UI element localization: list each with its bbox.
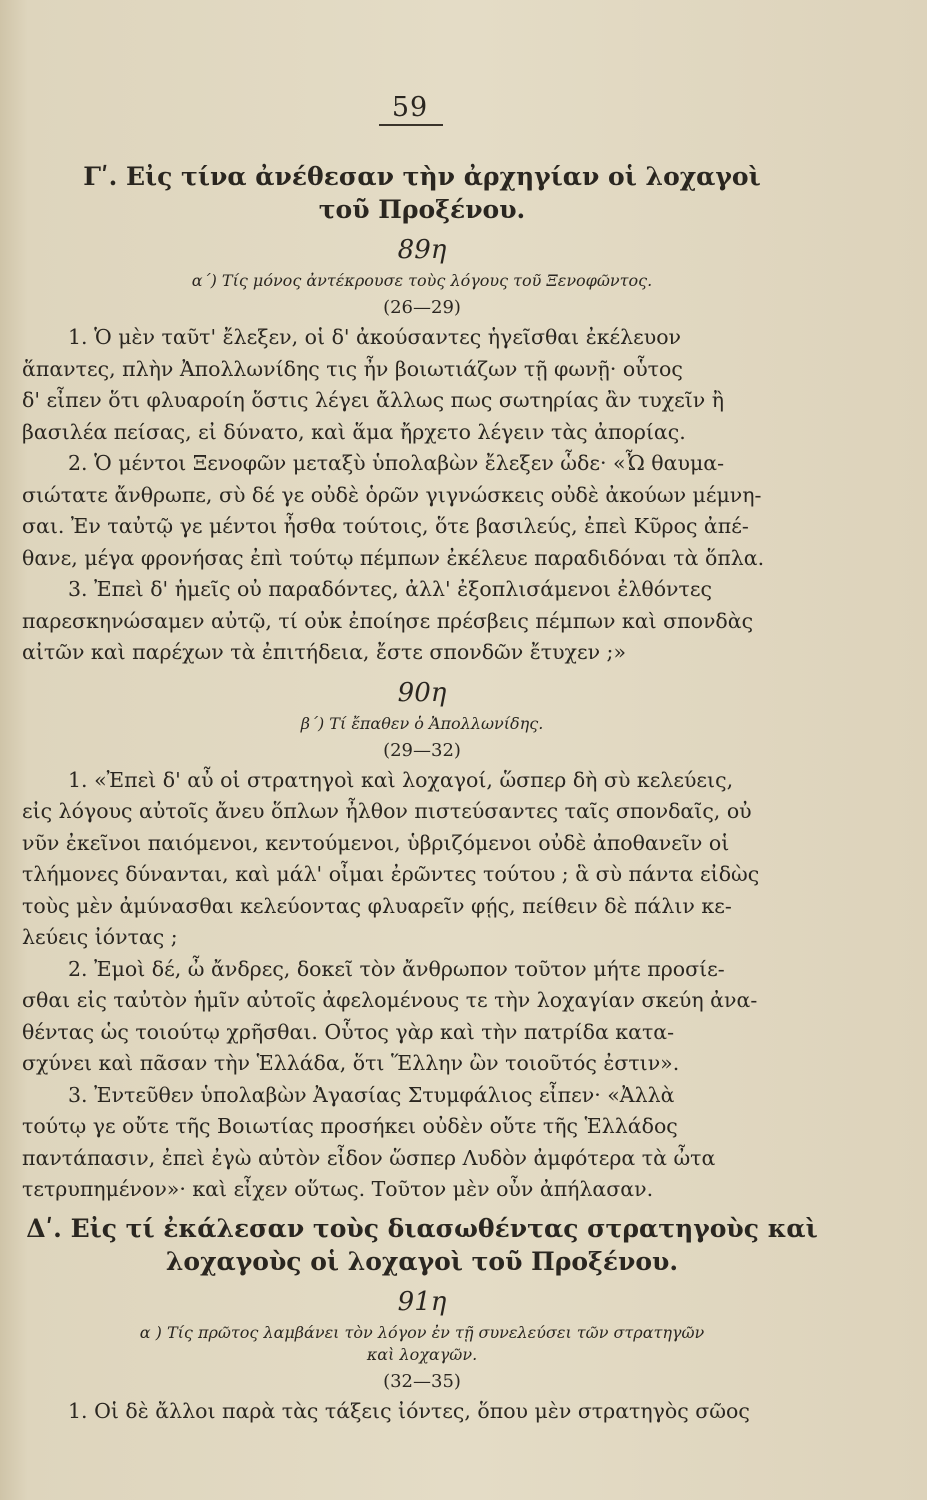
question-title: α΄) Τίς μόνος ἀντέκρουσε τοὺς λόγους τοῦ Ξενοφῶντος. xyxy=(191,271,653,290)
question-range: (29—32) xyxy=(383,739,461,761)
text-line: 3. Ἐπεὶ δ' ἡμεῖς οὐ παραδόντες, ἀλλ' ἐξοπλισάμενοι ἐλθόντες xyxy=(68,577,712,601)
paragraph xyxy=(22,765,822,954)
text-line: εἰς λόγους αὐτοῖς ἄνευ ὅπλων ἦλθον πιστεύσαντες ταῖς σπονδαῖς, οὐ xyxy=(22,799,752,823)
text-line: 2. Ὁ μέντοι Ξενοφῶν μεταξὺ ὑπολαβὼν ἔλεξεν ὧδε· «Ὦ θαυμα- xyxy=(68,451,725,475)
question-title: α ) Τίς πρῶτος λαμβάνει τὸν λόγον ἐν τῇ συνελεύσει τῶν στρατηγῶν xyxy=(139,1322,705,1342)
paragraph xyxy=(22,322,822,448)
paragraph xyxy=(22,1080,822,1206)
text-line: αἰτῶν καὶ παρέχων τὰ ἐπιτήδεια, ἔστε σπονδῶν ἔτυχεν ;» xyxy=(22,640,626,664)
text-line: σθαι εἰς ταὐτὸν ἡμῖν αὐτοῖς ἀφελομένους τε τὴν λοχαγίαν σκεύη ἀνα- xyxy=(22,988,758,1012)
text-line: 1. Οἱ δὲ ἄλλοι παρὰ τὰς τάξεις ἰόντες, ὅπου μὲν στρατηγὸς σῶος xyxy=(68,1398,750,1423)
text-line: βασιλέα πείσας, εἰ δύνατο, καὶ ἅμα ἤρχετο λέγειν τὰς ἀπορίας. xyxy=(22,419,686,444)
text-line: σαι. Ἐν ταὐτῷ γε μέντοι ἦσθα τούτοις, ὅτε βασιλεύς, ἐπεὶ Κῦρος ἀπέ- xyxy=(22,514,749,538)
paragraph xyxy=(22,1396,822,1428)
text-line: παρεσκηνώσαμεν αὐτῷ, τί οὐκ ἐποίησε πρέσβεις πέμπων καὶ σπονδὰς xyxy=(22,608,754,633)
section-heading-gamma xyxy=(22,160,822,226)
question-number: 89η xyxy=(397,235,447,265)
section-heading-delta xyxy=(22,1212,822,1278)
question-range: (26—29) xyxy=(383,297,461,318)
text-line: τοὺς μὲν ἀμύνασθαι κελεύοντας φλυαρεῖν φῄς, πείθειν δὲ πάλιν κε- xyxy=(22,893,732,918)
section-heading-line: τοῦ Προξένου. xyxy=(318,195,526,224)
text-line: λεύεις ἰόντας ; xyxy=(22,925,178,949)
section-heading-line: Γʹ. Εἰς τίνα ἀνέθεσαν τὴν ἀρχηγίαν οἱ λοχαγοὶ xyxy=(83,162,761,191)
question-number: 91η xyxy=(397,1286,447,1317)
text-line: 1. «Ἐπεὶ δ' αὖ οἱ στρατηγοὶ καὶ λοχαγοί, ὥσπερ δὴ σὺ κελεύεις, xyxy=(68,767,734,792)
page-content xyxy=(22,160,822,1427)
section-heading-line: λοχαγοὺς οἱ λοχαγοὶ τοῦ Προξένου. xyxy=(165,1246,679,1276)
paragraph xyxy=(22,954,822,1080)
text-line: 1. Ὁ μὲν ταῦτ' ἔλεξεν, οἱ δ' ἀκούσαντες ἡγεῖσθαι ἐκέλευον xyxy=(68,325,682,349)
question-range: (32—35) xyxy=(383,1370,461,1392)
question-title: β΄) Τί ἔπαθεν ὁ Ἀπολλωνίδης. xyxy=(300,713,544,733)
question-number: 90η xyxy=(397,677,447,708)
page-number-underline xyxy=(379,124,443,126)
text-line: τούτῳ γε οὔτε τῆς Βοιωτίας προσήκει οὐδὲν οὔτε τῆς Ἑλλάδος xyxy=(22,1114,678,1138)
text-line: 2. Ἐμοὶ δέ, ὦ ἄνδρες, δοκεῖ τὸν ἄνθρωπον τοῦτον μήτε προσίε- xyxy=(68,956,725,981)
section-heading-line: Δʹ. Εἰς τί ἐκάλεσαν τοὺς διασωθέντας στρατηγοὺς καὶ xyxy=(26,1213,818,1243)
question-title-continued: καὶ λοχαγῶν. xyxy=(366,1344,478,1364)
text-line: τετρυπημένον»· καὶ εἶχεν οὕτως. Τοῦτον μὲν οὖν ἀπήλασαν. xyxy=(22,1177,654,1201)
page-number: 59 xyxy=(391,92,429,123)
text-line: δ' εἶπεν ὅτι φλυαροίη ὅστις λέγει ἄλλως πως σωτηρίας ἂν τυχεῖν ἢ xyxy=(22,388,725,412)
text-line: 3. Ἐντεῦθεν ὑπολαβὼν Ἀγασίας Στυμφάλιος εἶπεν· «Ἀλλὰ xyxy=(68,1082,675,1107)
text-line: τλήμονες δύνανται, καὶ μάλ' οἶμαι ἐρῶντες τούτου ; ἃ σὺ πάντα εἰδὼς xyxy=(22,862,760,886)
text-line: ἅπαντες, πλὴν Ἀπολλωνίδης τις ἦν βοιωτιάζων τῇ φωνῇ· οὗτος xyxy=(22,356,683,381)
text-line: θανε, μέγα φρονήσας ἐπὶ τούτῳ πέμπων ἐκέλευε παραδιδόναι τὰ ὅπλα. xyxy=(22,545,765,570)
text-line: νῦν ἐκεῖνοι παιόμενοι, κεντούμενοι, ὑβριζόμενοι οὐδὲ ἀποθανεῖν οἱ xyxy=(22,830,730,855)
text-line: θέντας ὡς τοιούτῳ χρῆσθαι. Οὗτος γὰρ καὶ τὴν πατρίδα κατα- xyxy=(22,1019,675,1044)
text-line: σιώτατε ἄνθρωπε, σὺ δέ γε οὐδὲ ὁρῶν γιγνώσκεις οὐδὲ ἀκούων μέμνη- xyxy=(22,482,762,507)
text-line: παντάπασιν, ἐπεὶ ἐγὼ αὐτὸν εἶδον ὥσπερ Λυδὸν ἀμφότερα τὰ ὦτα xyxy=(22,1145,716,1170)
paragraph xyxy=(22,448,822,574)
paragraph xyxy=(22,574,822,669)
text-line: σχύνει καὶ πᾶσαν τὴν Ἑλλάδα, ὅτι Ἕλλην ὢν τοιοῦτός ἐστιν». xyxy=(22,1051,680,1075)
